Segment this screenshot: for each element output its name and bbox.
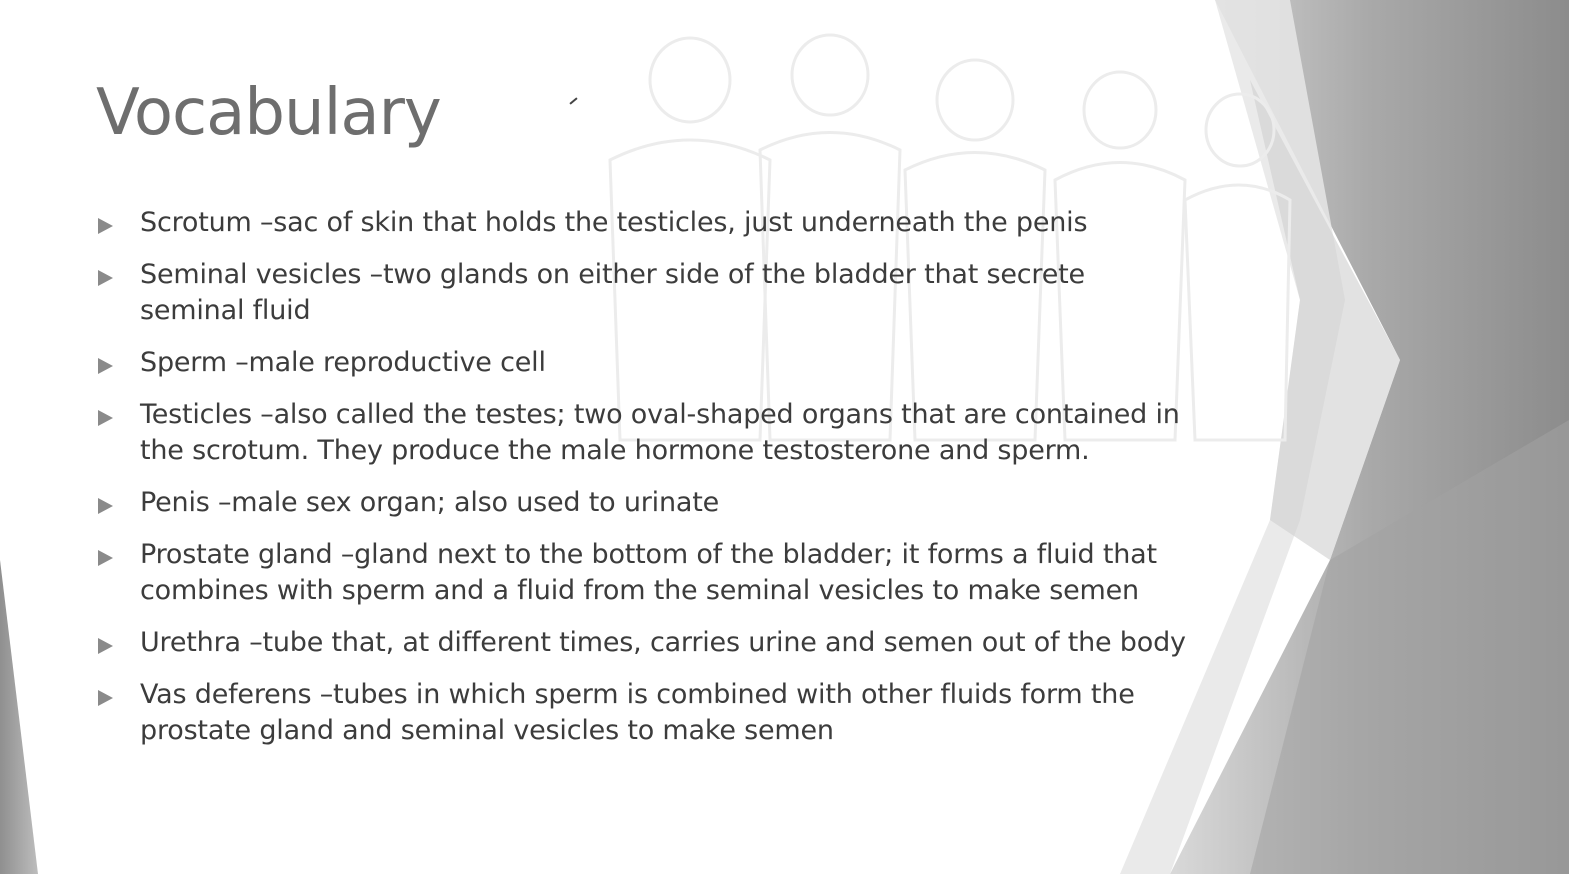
triangle-right-icon <box>98 358 113 374</box>
triangle-right-icon <box>98 218 113 234</box>
list-item-text: Urethra –tube that, at different times, carries urine and semen out of the body <box>140 627 1186 658</box>
slide-title: Vocabulary <box>96 76 441 150</box>
list-item <box>96 625 1196 661</box>
list-item <box>96 537 1196 609</box>
triangle-right-icon <box>98 690 113 706</box>
triangle-right-icon <box>98 270 113 286</box>
list-item-text: Seminal vesicles –two glands on either side of the bladder that secrete seminal fluid <box>140 259 1085 326</box>
list-item-text: Prostate gland –gland next to the bottom of the bladder; it forms a fluid that combines with sperm and a fluid from the seminal vesicles to make semen <box>140 539 1157 606</box>
list-item-text: Sperm –male reproductive cell <box>140 347 546 378</box>
list-item <box>96 345 1196 381</box>
list-item <box>96 485 1196 521</box>
list-item <box>96 257 1196 329</box>
list-item <box>96 205 1196 241</box>
list-item-text: Vas deferens –tubes in which sperm is combined with other fluids form the prostate gland and seminal vesicles to make semen <box>140 679 1135 746</box>
list-item <box>96 397 1196 469</box>
list-item-text: Scrotum –sac of skin that holds the testicles, just underneath the penis <box>140 207 1088 238</box>
triangle-right-icon <box>98 498 113 514</box>
list-item <box>96 677 1196 749</box>
triangle-right-icon <box>98 410 113 426</box>
vocabulary-list <box>96 205 1196 765</box>
list-item-text: Testicles –also called the testes; two oval-shaped organs that are contained in the scrotum. They produce the male hormone testosterone and sperm. <box>140 399 1180 466</box>
list-item-text: Penis –male sex organ; also used to urinate <box>140 487 720 518</box>
triangle-right-icon <box>98 638 113 654</box>
triangle-right-icon <box>98 550 113 566</box>
